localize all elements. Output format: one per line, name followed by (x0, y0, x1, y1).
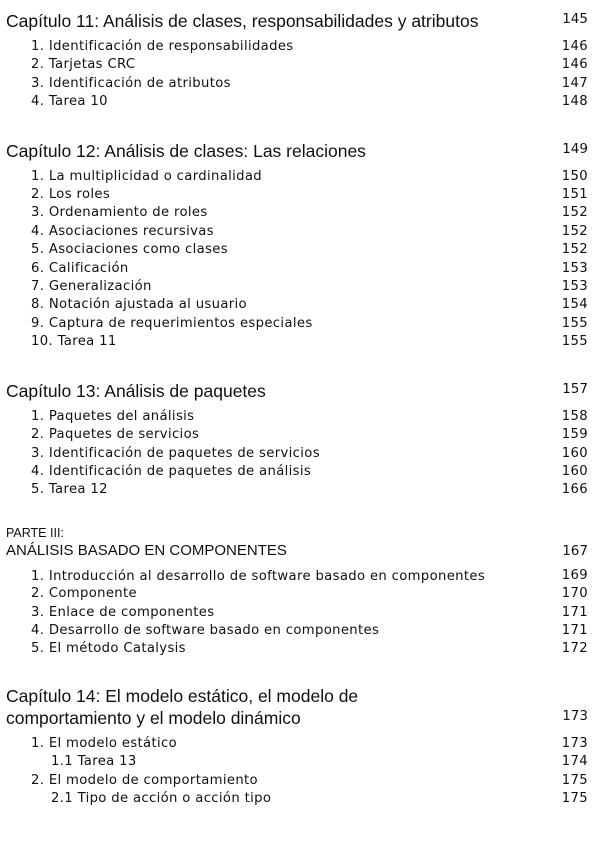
toc-entry: 6. Calificación 153 (31, 260, 588, 276)
chapter-title: Capítulo 14: El modelo estático, el modelo de comportamiento y el modelo dinámico (6, 685, 359, 728)
chapter-page: 173 (562, 707, 588, 724)
part-heading (6, 541, 594, 561)
chapter-page: 157 (562, 380, 588, 397)
chapter-heading (6, 378, 594, 402)
toc-subentry: 2.1 Tipo de acción o acción tipo 175 (51, 790, 588, 806)
toc-entry: 3. Enlace de componentes 171 (31, 604, 588, 620)
chapter-12 (6, 138, 594, 352)
chapter-11 (6, 8, 594, 112)
toc-entry: 2. Los roles 151 (31, 187, 588, 203)
toc-entry: 4. Desarrollo de software basado en componentes 171 (31, 622, 588, 638)
toc-entry: 5. El método Catalysis 172 (31, 641, 588, 657)
toc-entry: 4. Tarea 10 148 (31, 94, 588, 110)
chapter-title: Capítulo 13: Análisis de paquetes (6, 380, 266, 401)
chapter-page: 145 (562, 11, 588, 27)
chapter-heading (6, 138, 594, 162)
toc-entry: 7. Generalización 153 (31, 279, 588, 295)
chapter-title: Capítulo 12: Análisis de clases: Las relaciones (6, 140, 366, 161)
table-of-contents (6, 8, 594, 808)
toc-entry: 3. Identificación de atributos 147 (31, 75, 588, 91)
part-three (6, 526, 594, 659)
toc-entry: 3. Ordenamiento de roles 152 (31, 205, 588, 221)
toc-entry: 10. Tarea 11 155 (31, 334, 588, 350)
part-title: ANÁLISIS BASADO EN COMPONENTES (6, 541, 287, 559)
chapter-14 (6, 685, 594, 809)
part-page: 167 (562, 542, 588, 559)
toc-entry: 4. Asociaciones recursivas 152 (31, 223, 588, 239)
toc-entry: 1. Identificación de responsabilidades 146 (31, 39, 588, 54)
toc-entry: 2. Tarjetas CRC 146 (31, 57, 588, 73)
chapter-heading (6, 685, 594, 729)
toc-entry: 2. Componente 170 (31, 586, 588, 602)
toc-subentry: 1.1 Tarea 13 174 (51, 754, 588, 770)
toc-entry: 3. Identificación de paquetes de servicios 160 (31, 445, 588, 461)
toc-entry: 9. Captura de requerimientos especiales 155 (31, 315, 588, 331)
toc-entry: 5. Tarea 12 166 (31, 482, 588, 498)
toc-entry: 1. Introducción al desarrollo de software basado en componentes 169 (31, 567, 588, 585)
toc-entry: 4. Identificación de paquetes de análisis 160 (31, 463, 588, 479)
toc-entry: 5. Asociaciones como clases 152 (31, 242, 588, 258)
toc-entry: 1. El modelo estático 173 (31, 735, 588, 751)
toc-entry: 2. El modelo de comportamiento 175 (31, 772, 588, 788)
part-label: PARTE III: (6, 525, 64, 540)
toc-entry: 1. Paquetes del análisis 158 (31, 408, 588, 424)
toc-entry: 8. Notación ajustada al usuario 154 (31, 297, 588, 313)
chapter-page: 149 (562, 140, 588, 157)
chapter-title: Capítulo 11: Análisis de clases, responsabilidades y atributos (6, 11, 479, 31)
chapter-13 (6, 378, 594, 500)
toc-entry: 2. Paquetes de servicios 159 (31, 427, 588, 443)
toc-entry: 1. La multiplicidad o cardinalidad 150 (31, 168, 588, 184)
chapter-heading (6, 8, 594, 32)
